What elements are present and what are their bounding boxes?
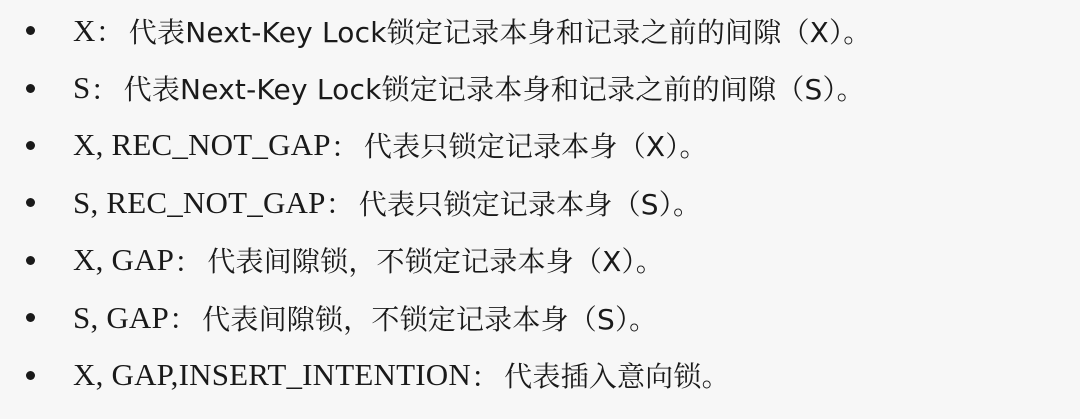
bullet-icon — [26, 313, 35, 322]
list-item-x-gap-insert-intention — [26, 346, 1080, 403]
list-item-x-rec-not-gap — [26, 117, 1080, 174]
lock-mode-description: 代表间隙锁，不锁定记录本身（X）。 — [207, 245, 664, 279]
separator: ： — [95, 15, 125, 50]
lock-mode-label: S, REC_NOT_GAP — [73, 184, 326, 220]
separator: ： — [90, 72, 120, 107]
bullet-icon — [26, 256, 35, 265]
list-item-x — [26, 2, 1080, 59]
lock-mode-description: 代表插入意向锁。 — [504, 360, 730, 394]
bullet-icon — [26, 26, 35, 35]
lock-mode-label: X, GAP,INSERT_INTENTION — [73, 357, 471, 393]
bullet-icon — [26, 84, 35, 93]
separator: ： — [325, 187, 355, 222]
list-item-s-rec-not-gap — [26, 174, 1080, 231]
separator: ： — [168, 302, 199, 337]
separator: ： — [330, 129, 360, 164]
bullet-icon — [26, 141, 35, 150]
lock-mode-description: 代表Next-Key Lock锁定记录本身和记录之前的间隙（S）。 — [123, 73, 865, 107]
list-item-x-gap — [26, 232, 1080, 289]
lock-mode-label: S — [73, 70, 91, 106]
lock-mode-label: X, REC_NOT_GAP — [73, 127, 331, 163]
separator: ： — [470, 359, 501, 394]
list-item-s-gap — [26, 289, 1080, 346]
separator: ： — [174, 244, 204, 279]
lock-mode-description: 代表只锁定记录本身（S）。 — [358, 187, 702, 221]
lock-mode-description: 代表间隙锁，不锁定记录本身（S）。 — [202, 302, 658, 336]
lock-mode-label: S, GAP — [73, 299, 169, 335]
lock-mode-label: X — [73, 12, 96, 48]
lock-mode-list — [0, 2, 1080, 404]
lock-mode-description: 代表只锁定记录本身（X）。 — [363, 130, 708, 164]
bullet-icon — [26, 371, 35, 380]
list-item-s — [26, 59, 1080, 116]
lock-mode-label: X, GAP — [73, 242, 175, 278]
bullet-icon — [26, 198, 35, 207]
lock-mode-description: 代表Next-Key Lock锁定记录本身和记录之前的间隙（X）。 — [128, 15, 872, 49]
